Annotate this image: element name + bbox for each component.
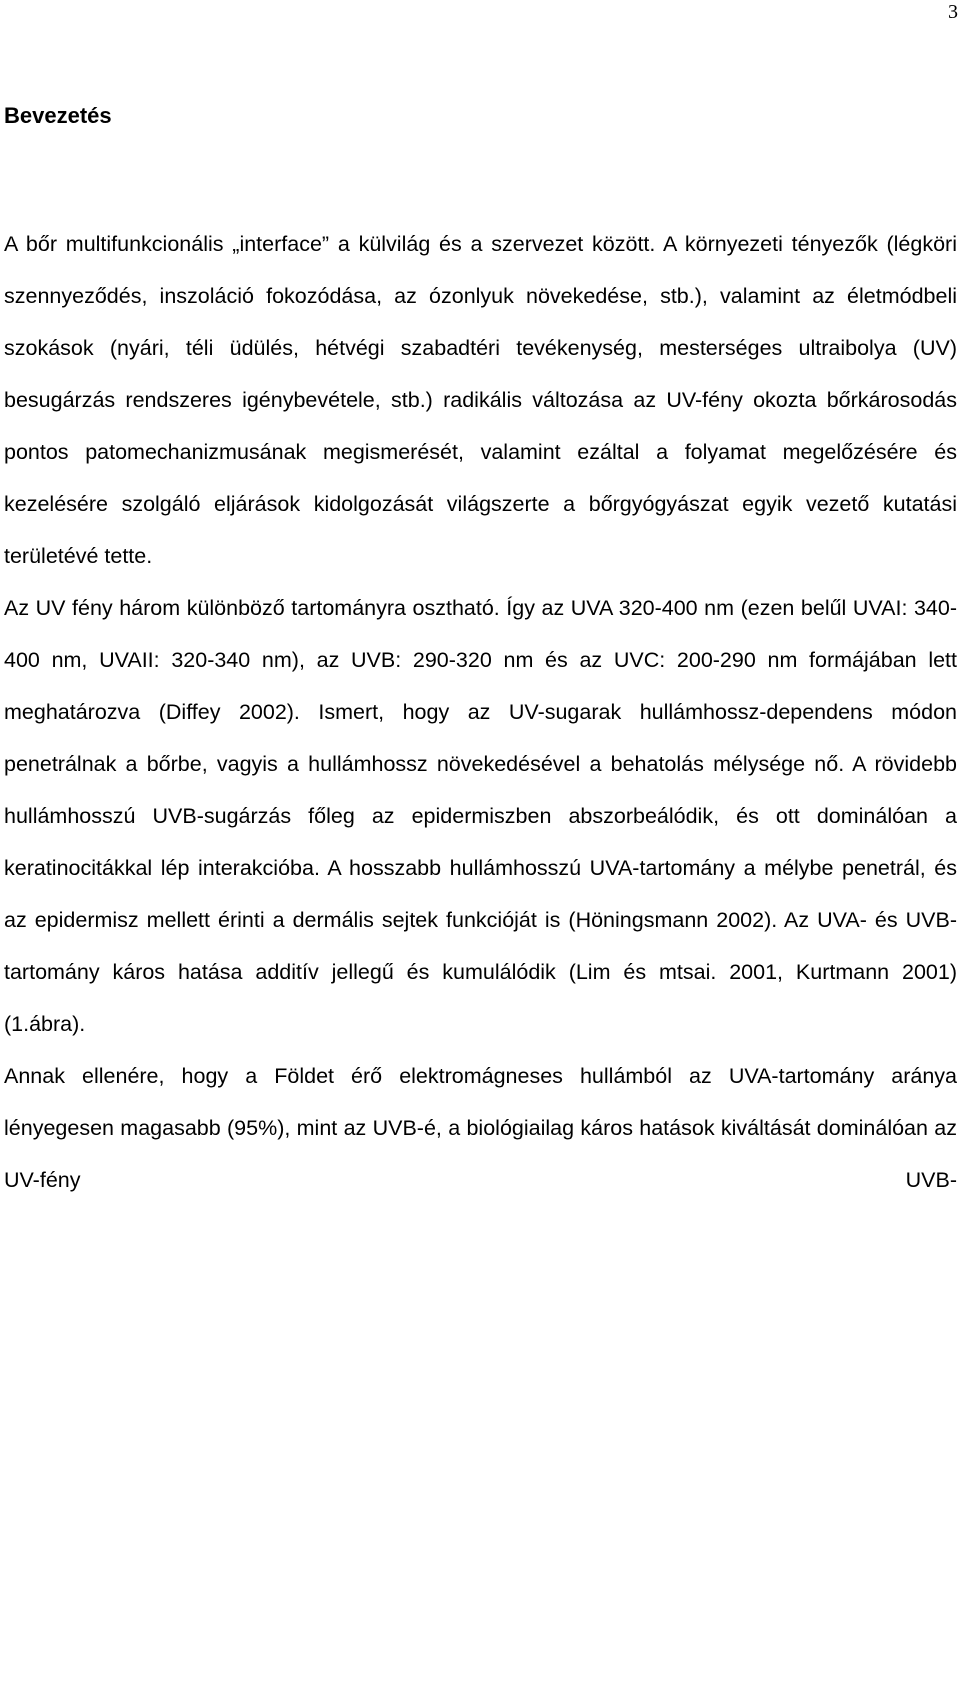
section-heading: Bevezetés: [4, 103, 112, 128]
page-number: 3: [948, 1, 958, 23]
paragraph-intro: A bőr multifunkcionális „interface” a külvilág és a szervezet között. A környezeti tényezők (légköri szennyeződés, inszoláció fokozódása, az ózonlyuk növekedése, stb.), valamint az életmódbeli szokások (nyári, téli üdülés, hétvégi szabadtéri tevékenység, mesterséges ultraibolya (UV) besugárzás rendszeres igénybevétele, stb.) radikális változása az UV-fény okozta bőrkárosodás pontos patomechanizmusának megismerését, valamint ezáltal a folyamat megelőzésére és kezelésére szolgáló eljárások kidolgozását világszerte a bőrgyógyászat egyik vezető kutatási területévé tette.: [4, 232, 957, 568]
paragraph-uv-ranges: Az UV fény három különböző tartományra osztható. Így az UVA 320-400 nm (ezen belűl UVAI: 340-400 nm, UVAII: 320-340 nm), az UVB: 290-320 nm és az UVC: 200-290 nm formájában lett meghatározva (Diffey 2002). Ismert, hogy az UV-sugarak hullámhossz-dependens módon penetrálnak a bőrbe, vagyis a hullámhossz növekedésével a behatolás mélysége nő. A rövidebb hullámhosszú UVB-sugárzás főleg az epidermiszben abszorbeálódik, és ott dominálóan a keratinocitákkal lép interakcióba. A hosszabb hullámhosszú UVA-tartomány a mélybe penetrál, és az epidermisz mellett érinti a dermális sejtek funkcióját is (Höningsmann 2002). Az UVA- és UVB-tartomány káros hatása additív jellegű és kumulálódik (Lim és mtsai. 2001, Kurtmann 2001) (1.ábra).: [4, 596, 957, 1036]
body-text: [4, 218, 957, 1206]
paragraph-uva-uvb: Annak ellenére, hogy a Földet érő elektromágneses hullámból az UVA-tartomány aránya lényegesen magasabb (95%), mint az UVB-é, a biológiailag káros hatások kiváltását dominálóan az UV-fény UVB-: [4, 1064, 957, 1192]
